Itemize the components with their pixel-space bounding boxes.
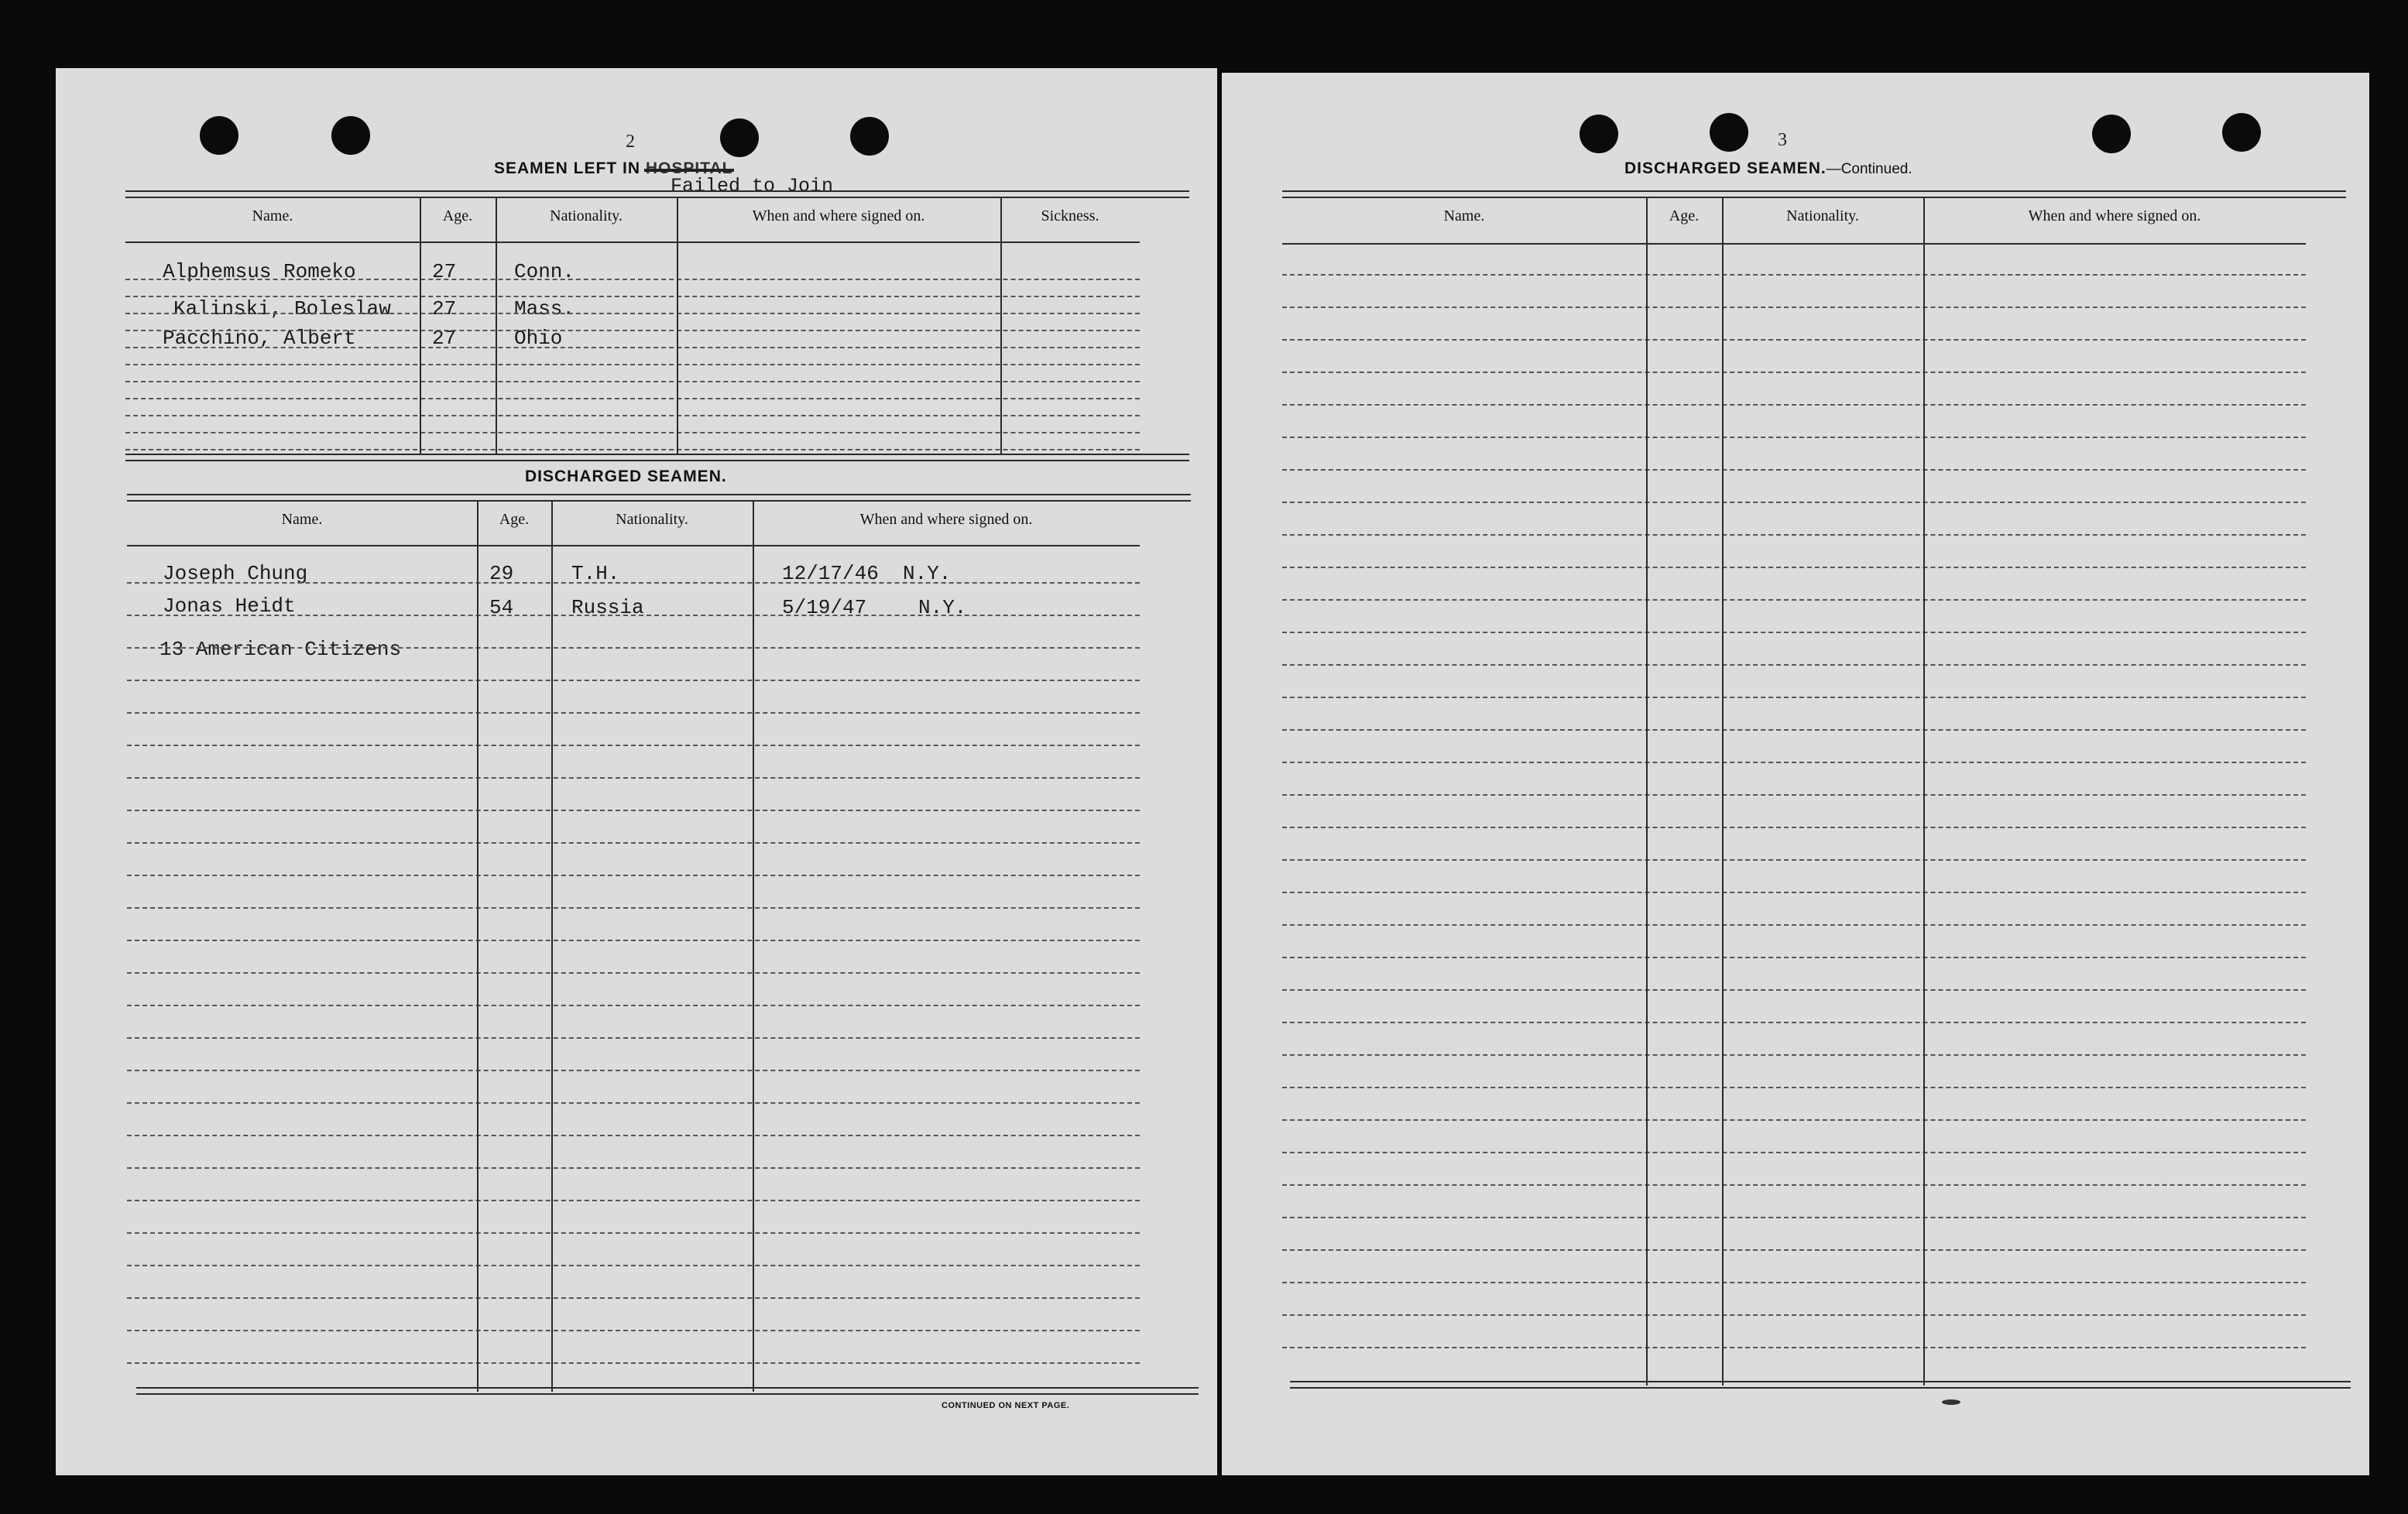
s1-row2-nationality: Mass. (514, 297, 575, 320)
ruled-line (1282, 989, 2306, 991)
section-title-discharged-continued (1624, 159, 1912, 178)
ruled-line (125, 330, 1140, 331)
punch-hole-icon (2092, 115, 2131, 153)
column-header: Nationality. (616, 511, 688, 528)
ruled-line (127, 1070, 1140, 1071)
ruled-line (1282, 1152, 2306, 1153)
section-title-discharged: DISCHARGED SEAMEN. (525, 468, 727, 485)
punch-hole-icon (850, 117, 889, 156)
column-header: Age. (1669, 207, 1700, 224)
column-divider (677, 198, 678, 455)
s2-row2-date: 5/19/47 (782, 596, 867, 619)
ink-smudge (1942, 1399, 1960, 1405)
column-header: When and where signed on. (859, 511, 1033, 528)
ruled-line (125, 398, 1140, 399)
page-number: 2 (626, 132, 635, 152)
column-header: Nationality. (1786, 207, 1859, 224)
title-prefix: SEAMEN LEFT IN (494, 159, 641, 177)
column-header: Name. (1443, 207, 1485, 224)
column-divider (420, 198, 421, 455)
ruled-line (127, 1362, 1140, 1364)
ruled-line (1282, 567, 2306, 568)
ruled-line (127, 1135, 1140, 1136)
s2-row2-place: N.Y. (918, 596, 967, 619)
ruled-line (1282, 274, 2306, 276)
column-divider (551, 502, 553, 1392)
column-divider (1646, 197, 1648, 1386)
s1-row2-age: 27 (432, 297, 457, 320)
ruled-line (127, 972, 1140, 974)
s1-row3-name: Pacchino, Albert (163, 327, 356, 350)
ruled-line (1282, 827, 2306, 828)
ruled-line (127, 1297, 1140, 1299)
column-header: Sickness. (1041, 207, 1099, 224)
double-rule (1282, 190, 2346, 198)
ruled-line (1282, 957, 2306, 958)
ruled-line (127, 1232, 1140, 1234)
s2-row1-nationality: T.H. (571, 562, 620, 585)
column-header: When and where signed on. (752, 207, 925, 224)
s2-row1-age: 29 (489, 562, 514, 585)
ruled-line (1282, 1022, 2306, 1023)
column-divider (496, 198, 497, 455)
punch-hole-icon (200, 116, 238, 155)
column-divider (753, 502, 754, 1392)
ruled-line (1282, 892, 2306, 893)
ruled-line (127, 712, 1140, 714)
s1-row3-nationality: Ohio (514, 327, 563, 350)
ruled-line (127, 1330, 1140, 1331)
column-header: Nationality. (550, 207, 623, 224)
ruled-line (127, 582, 1140, 584)
ruled-line (127, 875, 1140, 876)
ruled-line (125, 415, 1140, 416)
ruled-line (125, 347, 1140, 348)
ruled-line (125, 432, 1140, 433)
ruled-line (1282, 1282, 2306, 1283)
ruled-line (1282, 437, 2306, 438)
ruled-line (1282, 1314, 2306, 1316)
s1-row3-age: 27 (432, 327, 457, 350)
double-rule (125, 190, 1189, 198)
s1-row1-age: 27 (432, 260, 457, 283)
s2-row1-place: N.Y. (903, 562, 952, 585)
ruled-line (127, 1005, 1140, 1006)
ruled-line (127, 1200, 1140, 1201)
bottom-rule (136, 1387, 1199, 1395)
column-header: Name. (281, 511, 323, 528)
ruled-line (125, 296, 1140, 297)
ruled-line (127, 1102, 1140, 1104)
ruled-line (1282, 372, 2306, 373)
header-underline (125, 241, 1140, 243)
bottom-rule (1290, 1381, 2351, 1389)
ruled-line (1282, 632, 2306, 633)
ruled-line (1282, 1249, 2306, 1251)
ruled-line (1282, 729, 2306, 731)
ruled-line (125, 313, 1140, 314)
s2-row1-name: Joseph Chung (163, 562, 308, 585)
ruled-line (1282, 794, 2306, 796)
ruled-line (1282, 664, 2306, 666)
ruled-line (127, 745, 1140, 746)
ruled-line (1282, 924, 2306, 926)
ruled-line (1282, 404, 2306, 406)
ruled-line (1282, 762, 2306, 763)
ruled-line (127, 1037, 1140, 1039)
ruled-line (1282, 599, 2306, 601)
ruled-line (127, 647, 1140, 649)
title-continued: —Continued. (1826, 161, 1912, 177)
ruled-line (1282, 1217, 2306, 1218)
continued-footer: CONTINUED ON NEXT PAGE. (942, 1401, 1070, 1410)
ruled-line (1282, 534, 2306, 536)
header-underline (1282, 243, 2306, 245)
ruled-line (127, 615, 1140, 616)
ruled-line (1282, 1119, 2306, 1121)
double-rule (125, 454, 1189, 461)
ruled-line (127, 1265, 1140, 1266)
ruled-line (1282, 1347, 2306, 1348)
punch-hole-icon (1710, 113, 1748, 152)
left-page (56, 68, 1217, 1475)
column-divider (1722, 197, 1724, 1386)
ruled-line (1282, 469, 2306, 471)
s1-row1-nationality: Conn. (514, 260, 575, 283)
s2-row2-name: Jonas Heidt (163, 594, 296, 618)
title-correction: Failed to Join (671, 175, 834, 197)
ruled-line (1282, 307, 2306, 308)
punch-hole-icon (331, 116, 370, 155)
column-header: Age. (442, 207, 473, 224)
ruled-line (125, 381, 1140, 382)
s1-row1-name: Alphemsus Romeko (163, 260, 356, 283)
ruled-line (125, 364, 1140, 365)
ruled-line (1282, 859, 2306, 861)
s2-row1-date: 12/17/46 (782, 562, 879, 585)
ruled-line (127, 777, 1140, 779)
ruled-line (125, 449, 1140, 450)
column-divider (477, 502, 479, 1392)
double-rule (127, 494, 1191, 502)
title-text: DISCHARGED SEAMEN. (1624, 159, 1827, 177)
column-header: Name. (252, 207, 293, 224)
punch-hole-icon (2222, 113, 2261, 152)
ruled-line (1282, 1087, 2306, 1088)
column-header: When and where signed on. (2028, 207, 2201, 224)
ruled-line (1282, 697, 2306, 698)
ruled-line (127, 907, 1140, 909)
s2-row2-nationality: Russia (571, 596, 644, 619)
column-divider (1923, 197, 1925, 1386)
header-underline (127, 545, 1140, 546)
punch-hole-icon (720, 118, 759, 157)
ruled-line (1282, 339, 2306, 341)
ruled-line (127, 680, 1140, 681)
column-header: Age. (499, 511, 530, 528)
ruled-line (1282, 502, 2306, 503)
struck-title-word: HOSPITAL (645, 159, 733, 177)
ruled-line (127, 842, 1140, 844)
s2-row2-age: 54 (489, 596, 514, 619)
s2-note: 13 American Citizens (160, 638, 402, 661)
ruled-line (127, 1167, 1140, 1169)
page-number: 3 (1778, 130, 1787, 150)
ruled-line (1282, 1054, 2306, 1056)
right-page (1222, 73, 2369, 1475)
ruled-line (1282, 1184, 2306, 1186)
ruled-line (127, 810, 1140, 811)
s1-row2-name: Kalinski, Boleslaw (173, 297, 391, 320)
ruled-line (125, 279, 1140, 280)
column-divider (1000, 198, 1002, 455)
ruled-line (127, 940, 1140, 941)
punch-hole-icon (1580, 115, 1618, 153)
